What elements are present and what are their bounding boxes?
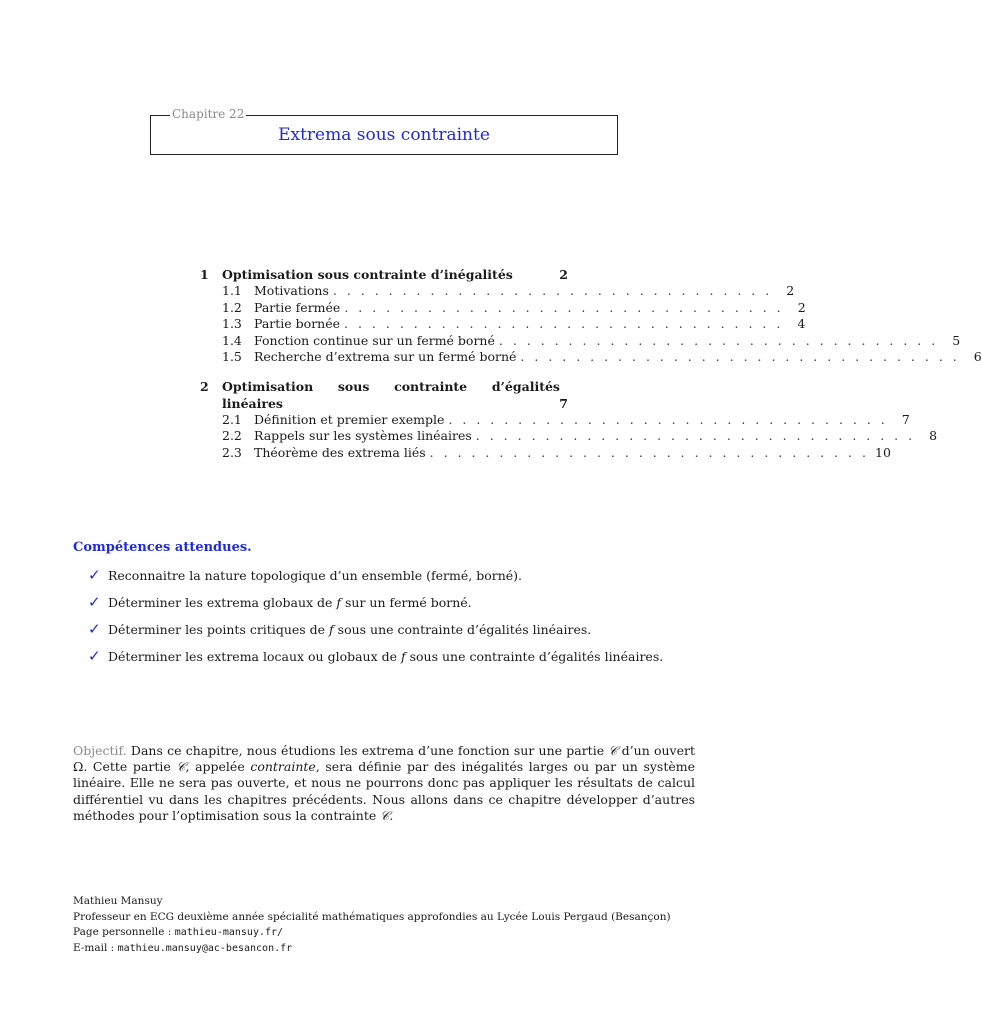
toc-title-word: linéaires (222, 395, 283, 411)
checkmark-icon: ✓ (88, 593, 101, 611)
chapter-label: Chapitre 22 (172, 107, 245, 121)
toc-section-number: 2 (200, 378, 209, 394)
list-item (88, 566, 728, 593)
toc-subsection-1-1[interactable] (200, 283, 795, 300)
competence-text: Déterminer les extrema globaux de f sur un fermé borné. (108, 595, 472, 610)
toc-sub-title: Théorème des extrema liés (254, 444, 426, 460)
toc-sub-title: Définition et premier exemple (254, 411, 445, 427)
toc-subsection-2-3[interactable] (200, 444, 891, 462)
chapter-title: Extrema sous contrainte (278, 125, 490, 145)
checkmark-icon: ✓ (88, 620, 101, 638)
toc-leader: . . . . . . . . . . . . . . . . . . . . . . . . . . . . . . . . (498, 332, 939, 348)
toc-sub-title: Rappels sur les systèmes linéaires (254, 428, 472, 443)
toc-leader: . . . . . . . . . . . . . . . . . . . . . . . . . . . . . . . . (475, 428, 916, 443)
toc-gap (200, 366, 568, 378)
competence-text: Reconnaitre la nature topologique d’un ensemble (fermé, borné). (108, 568, 523, 583)
toc-sub-page: 2 (797, 299, 806, 315)
competence-text: Déterminer les extrema locaux ou globaux de f sous une contrainte d’égalités linéaires. (108, 649, 664, 664)
list-item (88, 647, 728, 674)
toc-section-title-line2 (222, 395, 568, 412)
author-position: Professeur en ECG deuxième année spécialité mathématiques approfondies au Lycée Louis Pergaud (Besançon) (73, 910, 671, 923)
toc-section-title: Optimisation sous contrainte d’inégalités (222, 267, 513, 282)
checkmark-icon: ✓ (88, 647, 101, 665)
toc-sub-page: 7 (901, 411, 910, 427)
list-item (88, 620, 728, 647)
competence-text: Déterminer les points critiques de f sous une contrainte d’égalités linéaires. (108, 622, 592, 637)
toc-sub-number: 1.2 (222, 299, 242, 315)
homepage-link[interactable]: mathieu-mansuy.fr/ (174, 927, 284, 938)
toc-sub-page: 6 (973, 349, 982, 364)
toc-sub-page: 5 (952, 332, 961, 348)
objective-label: Objectif. (73, 743, 127, 758)
competences-list (88, 566, 728, 674)
email-link[interactable]: mathieu.mansuy@ac-besancon.fr (117, 942, 293, 954)
toc-sub-title: Partie fermée (254, 299, 341, 315)
email-line: E-mail : mathieu.mansuy@ac-besancon.fr (73, 941, 293, 954)
toc-subsection-2-2[interactable] (200, 428, 938, 445)
toc-leader: . . . . . . . . . . . . . . . . . . . . . . . . . . . . . . . . (344, 316, 784, 331)
author-footer (73, 894, 671, 956)
toc-leader: . . . . . . . . . . . . . . . . . . . . . . . . . . . . . . . . (520, 349, 960, 364)
emphasis: contrainte (250, 759, 316, 775)
toc-title-word: sous (337, 378, 370, 394)
toc-section-page: 2 (559, 267, 568, 282)
toc-sub-number: 1.5 (222, 349, 242, 364)
toc-section-1[interactable] (200, 266, 568, 283)
toc-subsection-2-1[interactable] (200, 411, 910, 429)
toc-sub-page: 4 (797, 316, 806, 331)
toc-sub-page: 10 (875, 444, 891, 460)
toc-sub-title: Motivations (254, 283, 329, 298)
toc-section-title (222, 378, 568, 412)
toc-sub-number: 1.1 (222, 283, 242, 298)
table-of-contents (200, 266, 982, 461)
toc-sub-number: 1.4 (222, 332, 242, 348)
homepage-line: Page personnelle : mathieu-mansuy.fr/ (73, 926, 284, 938)
toc-title-word: contrainte (394, 378, 468, 394)
toc-sub-number: 2.1 (222, 411, 242, 427)
toc-sub-number: 2.2 (222, 428, 242, 443)
toc-subsection-1-4[interactable] (200, 332, 961, 350)
toc-subsection-1-3[interactable] (200, 316, 806, 333)
toc-section-2[interactable] (200, 378, 568, 412)
toc-sub-page: 8 (929, 428, 938, 443)
toc-sub-title: Recherche d’extrema sur un fermé borné (254, 349, 517, 364)
checkmark-icon: ✓ (88, 566, 101, 584)
toc-subsection-1-5[interactable] (200, 349, 982, 366)
author-name: Mathieu Mansuy (73, 895, 163, 907)
toc-sub-title: Fonction continue sur un fermé borné (254, 332, 495, 348)
toc-leader: . . . . . . . . . . . . . . . . . . . . . . . . . . . . . . . . (344, 299, 784, 315)
toc-title-word: Optimisation (222, 378, 314, 394)
toc-sub-page: 2 (786, 283, 795, 298)
competences-title: Compétences attendues. (73, 540, 252, 555)
toc-sub-number: 1.3 (222, 316, 242, 331)
toc-subsection-1-2[interactable] (200, 299, 806, 317)
toc-leader: . . . . . . . . . . . . . . . . . . . . . . . . . . . . . . . . (332, 283, 773, 298)
toc-sub-number: 2.3 (222, 444, 242, 460)
toc-leader: . . . . . . . . . . . . . . . . . . . . . . . . . . . . . . . . (429, 444, 869, 460)
toc-section-title-line1 (222, 378, 568, 395)
toc-leader: . . . . . . . . . . . . . . . . . . . . . . . . . . . . . . . . (448, 411, 888, 427)
toc-title-word: d’égalités (491, 378, 560, 394)
toc-sub-title: Partie bornée (254, 316, 341, 331)
toc-section-number: 1 (200, 267, 209, 282)
list-item (88, 593, 728, 620)
objective-paragraph: Objectif. Dans ce chapitre, nous étudions les extrema d’une fonction sur une partie 𝒞 d’un ouvert Ω. Cette partie 𝒞, appelée contrainte, sera définie par des inégalités larges ou par un système linéaire. Elle ne sera pas ouverte, et nous ne pourrons donc pas appliquer les résultats de calcul différentiel vu dans les chapitres précédents. Nous allons dans ce chapitre développer d’autres méthodes pour l’optimisation sous la contrainte 𝒞. (73, 743, 696, 823)
toc-section-page: 7 (559, 395, 568, 411)
